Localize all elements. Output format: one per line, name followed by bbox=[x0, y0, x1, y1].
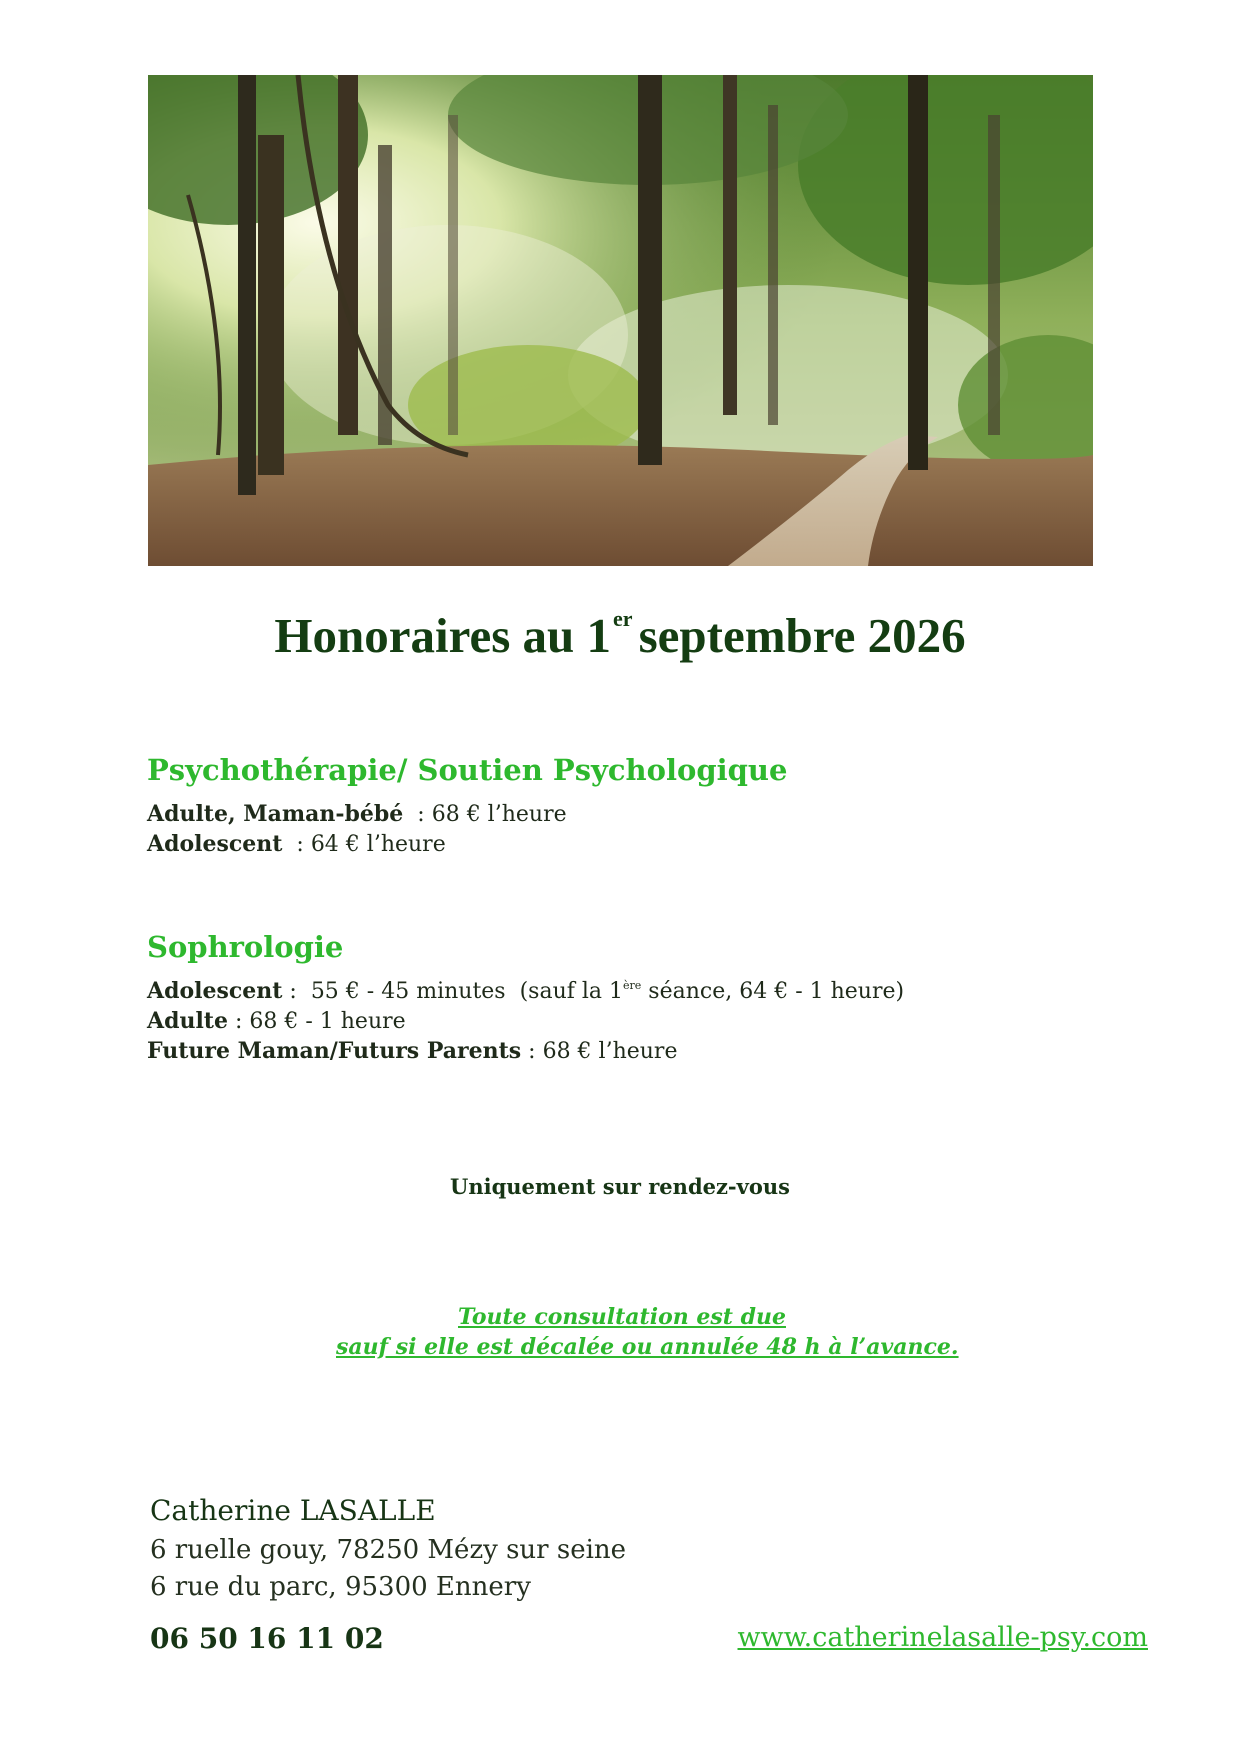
address-line-2: 6 rue du parc, 95300 Ennery bbox=[150, 1572, 531, 1602]
notice-line-2: sauf si elle est décalée ou annulée 48 h à l’avance. bbox=[336, 1334, 959, 1360]
notice-line-1: Toute consultation est due bbox=[458, 1304, 786, 1330]
rate-label: Adolescent bbox=[147, 831, 283, 857]
sophrology-heading: Sophrologie bbox=[147, 930, 344, 964]
contact-name: Catherine LASALLE bbox=[150, 1494, 436, 1527]
rate-label: Future Maman/Futurs Parents bbox=[147, 1038, 522, 1064]
address-line-1: 6 ruelle gouy, 78250 Mézy sur seine bbox=[150, 1535, 627, 1565]
website-link[interactable]: www.catherinelasalle-psy.com bbox=[737, 1622, 1148, 1653]
sophrology-row-adolescent bbox=[147, 980, 904, 1003]
rate-value: : 68 € l’heure bbox=[521, 1039, 678, 1064]
psychotherapy-heading: Psychothérapie/ Soutien Psychologique bbox=[147, 753, 788, 787]
page-title bbox=[0, 606, 1240, 663]
rate-value: : 68 € - 1 heure bbox=[227, 1009, 406, 1034]
sophrology-row-future-parents bbox=[147, 1040, 677, 1063]
title-prefix: Honoraires au 1 bbox=[274, 608, 612, 663]
rate-row-adolescent bbox=[147, 833, 446, 856]
title-superscript: er bbox=[613, 606, 633, 631]
phone-number: 06 50 16 11 02 bbox=[150, 1622, 384, 1655]
forest-path-photo bbox=[148, 75, 1093, 566]
rate-value-part-a: : 55 € - 45 minutes (sauf la 1 bbox=[282, 979, 624, 1004]
sophrology-row-adult bbox=[147, 1010, 406, 1033]
rate-row-adult-mother-baby bbox=[147, 803, 567, 826]
rate-label: Adolescent bbox=[147, 978, 283, 1004]
appointment-only-note: Uniquement sur rendez-vous bbox=[450, 1174, 790, 1199]
rate-value-part-b: séance, 64 € - 1 heure) bbox=[641, 979, 905, 1004]
rate-label: Adulte bbox=[147, 1008, 228, 1034]
forest-illustration bbox=[148, 75, 1093, 566]
title-suffix: septembre 2026 bbox=[638, 608, 966, 663]
rate-superscript: ère bbox=[623, 979, 642, 992]
rate-label: Adulte, Maman-bébé bbox=[147, 801, 404, 827]
rate-value: : 68 € l’heure bbox=[403, 802, 567, 827]
rate-value: : 64 € l’heure bbox=[282, 832, 446, 857]
